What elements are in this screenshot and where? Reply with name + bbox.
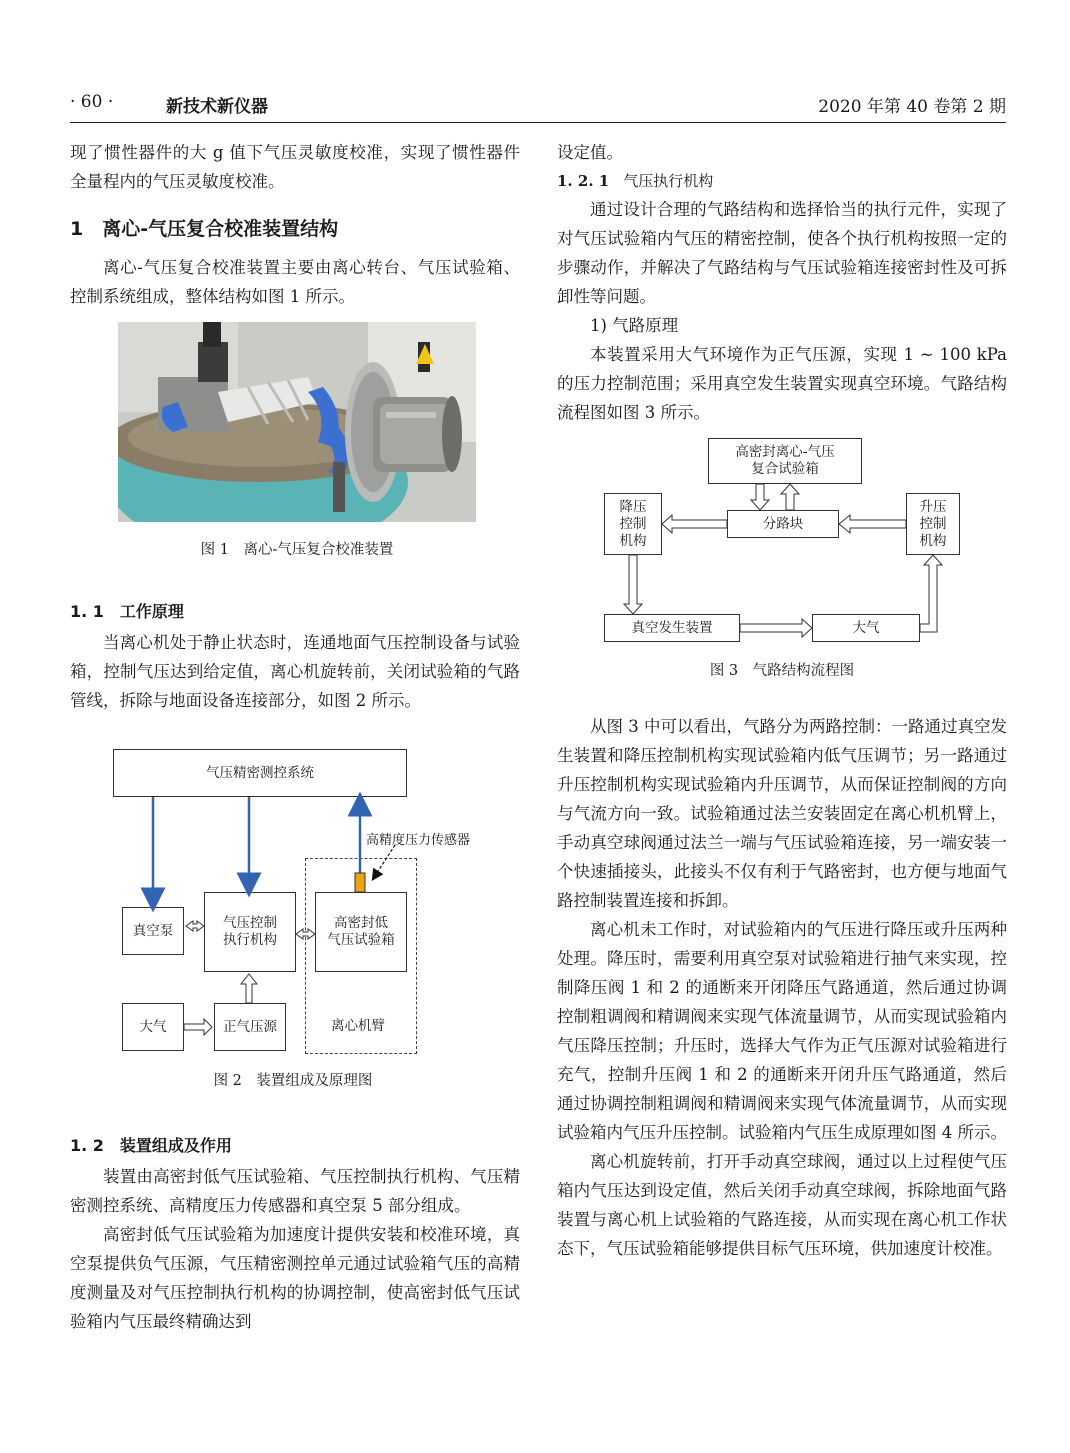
figure-1-caption: 图 1 离心-气压复合校准装置: [200, 542, 394, 558]
intro-paragraph: 现了惯性器件的大 g 值下气压灵敏度校准，实现了惯性器件全量程内的气压灵敏度校准。: [70, 143, 520, 191]
vacuum-pump-box: 真空泵: [122, 907, 184, 955]
section-1-2-paragraph-2: 高密封低气压试验箱为加速度计提供安装和校准环境，真空泵提供负气压源，气压精密测控单元通过试验箱气压的高精度测量及对气压控制执行机构的协调控制，使高密封低气压试验箱内气压最终精确达到: [70, 1225, 520, 1331]
continued-paragraph: 设定值。: [557, 143, 623, 162]
centrifuge-arm-label: 离心机臂: [331, 1018, 385, 1034]
sealed-chamber-box: 高密封低 气压试验箱: [315, 892, 407, 972]
section-1-2-paragraph-1: 装置由高密封低气压试验箱、气压控制执行机构、气压精密测控系统、高精度压力传感器和真空泵 5 部分组成。: [70, 1167, 520, 1215]
page-number: · 60 ·: [70, 92, 114, 112]
issue-info: 2020 年第 40 卷第 2 期: [818, 97, 1006, 117]
right-column-lower: [557, 712, 1007, 1263]
section-1-1-heading: 1. 1 工作原理: [70, 602, 184, 621]
section-1-2-heading: 1. 2 装置组成及作用: [70, 1136, 232, 1155]
depressurize-mechanism-box: 降压 控制 机构: [604, 493, 662, 555]
pressure-actuator-box: 气压控制 执行机构: [204, 892, 296, 972]
section-1-paragraph: 离心-气压复合校准装置主要由离心转台、气压试验箱、控制系统组成，整体结构如图 1 所示。: [70, 258, 520, 306]
vacuum-generator-box: 真空发生装置: [604, 614, 740, 642]
manifold-block-box: 分路块: [727, 510, 839, 538]
journal-section: 新技术新仪器: [166, 97, 268, 117]
pressurize-mechanism-box: 升压 控制 机构: [906, 493, 960, 555]
positive-pressure-source-box: 正气压源: [214, 1003, 286, 1051]
atmosphere-box: 大气: [122, 1003, 184, 1051]
pressure-sensor-label: 高精度压力传感器: [366, 833, 471, 848]
section-1-heading: 1 离心-气压复合校准装置结构: [70, 218, 339, 240]
section-1-2-1-title: 气压执行机构: [623, 172, 714, 190]
paragraph-before-rotation: 离心机旋转前，打开手动真空球阀，通过以上过程使气压箱内气压达到设定值，然后关闭手动真空球阀，拆除地面气路装置与离心机上试验箱的气路连接，从而实现在离心机工作状态下，气压试验箱能够提供目标气压环境，供加速度计校准。: [557, 1152, 1007, 1258]
composite-test-chamber-box: 高密封离心-气压 复合试验箱: [708, 438, 862, 484]
figure-3-caption: 图 3 气路结构流程图: [709, 663, 855, 679]
paragraph-pressure-processing: 离心机未工作时，对试验箱内的气压进行降压或升压两种处理。降压时，需要利用真空泵对试验箱进行抽气来实现，控制降压阀 1 和 2 的通断来开闭降压气路通道，然后通过协调控制粗调阀和精调阀来实现气体流量调节，从而实现试验箱内气压降压控制；升压时，选择大气作为正气压源对试验箱进行充气，控制升压阀 1 和 2 的通断来开闭升压气路通道，然后通过协调控制粗调阀和精调阀来实现气体流量调节，从而实现试验箱内气压升压控制。试验箱内气压生成原理如图 4 所示。: [557, 920, 1007, 1142]
measurement-control-system-box: 气压精密测控系统: [113, 749, 407, 797]
paragraph-figure-3-analysis: 从图 3 中可以看出，气路分为两路控制：一路通过真空发生装置和降压控制机构实现试验箱内低气压调节；另一路通过升压控制机构实现试验箱内升压调节，从而保证控制阀的方向与气流方向一致。试验箱通过法兰安装固定在离心机机臂上，手动真空球阀通过法兰一端与气压试验箱连接，另一端安装一个快速插接头，此接头不仅有利于气路密封，也方便与地面气路控制装置连接和拆卸。: [557, 717, 1007, 910]
figure-2-caption: 图 2 装置组成及原理图: [213, 1073, 373, 1089]
item-1-paragraph: 本装置采用大气环境作为正气压源，实现 1 ~ 100 kPa 的压力控制范围；采用真空发生装置实现真空环境。气路结构流程图如图 3 所示。: [557, 345, 1007, 422]
section-1-2-1-paragraph: 通过设计合理的气路结构和选择恰当的执行元件，实现了对气压试验箱内气压的精密控制，使各个执行机构按照一定的步骤动作，并解决了气路结构与气压试验箱连接密封性及可拆卸性等问题。: [557, 200, 1007, 306]
section-1-1-paragraph: 当离心机处于静止状态时，连通地面气压控制设备与试验箱，控制气压达到给定值，离心机旋转前，关闭试验箱的气路管线，拆除与地面设备连接部分，如图 2 所示。: [70, 633, 520, 710]
atmosphere-box-fig3: 大气: [812, 614, 920, 642]
item-1-heading: 1) 气路原理: [590, 316, 679, 335]
section-1-2-1-number: 1. 2. 1: [557, 172, 610, 190]
